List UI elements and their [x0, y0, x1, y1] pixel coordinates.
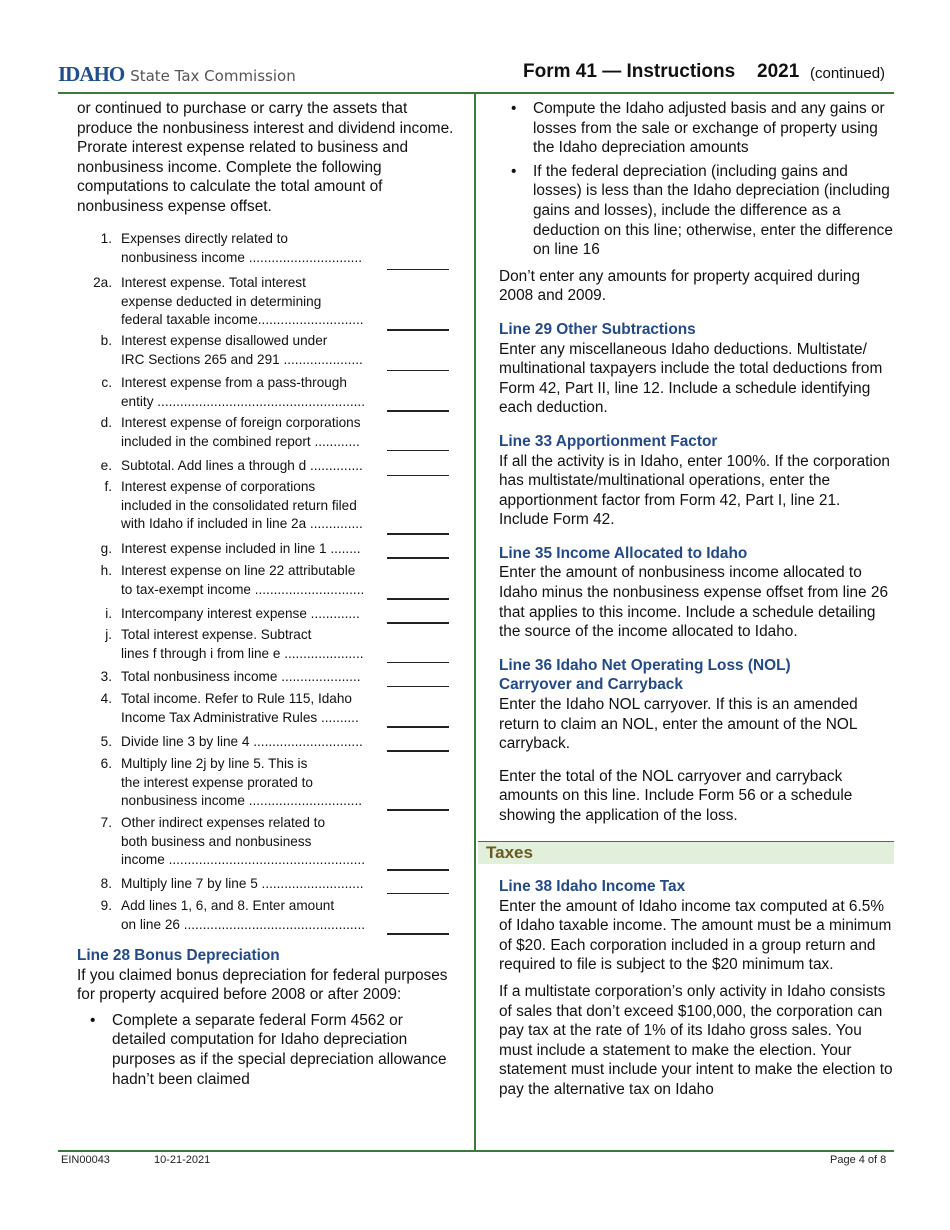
line36-text-1: Enter the Idaho NOL carryover. If this is an amended return to claim an NOL, enter the amount of the NOL carryback. — [499, 696, 858, 753]
worksheet-row-2c: c. Interest expense from a pass-through entity ....................................................... — [77, 374, 450, 414]
line38-text-2: If a multistate corporation’s only activity in Idaho consists of sales that don’t exceed $100,000, the corporation can pay tax at the rate of 1% of its Idaho gross sales. You must include a statement to make the election. Your statement must include your intent to make the election to pay the alternative tax on Idaho — [499, 982, 893, 1098]
line35-heading: Line 35 Income Allocated to Idaho — [499, 544, 748, 562]
line28-heading: Line 28 Bonus Depreciation — [77, 947, 280, 964]
worksheet-row-5: 5. Divide line 3 by line 4 ............................. — [77, 733, 450, 755]
worksheet-row-2d: d. Interest expense of foreign corporations included in the combined report ............ — [77, 414, 450, 454]
line35-text: Enter the amount of nonbusiness income allocated to Idaho minus the nonbusiness expense offset from line 26 that applies to this income. Include a schedule detailing the source of the income allocated to Idaho. — [499, 564, 889, 641]
amount-field[interactable] — [387, 622, 449, 624]
logo-mark: IDAHO — [58, 62, 125, 86]
worksheet-row-7: 7. Other indirect expenses related to both business and nonbusiness income .................................................... — [77, 814, 450, 872]
nonbusiness-intro: or continued to purchase or carry the assets that produce the nonbusiness interest and dividend income. Prorate interest expense related to business and nonbusiness income. Complete the following computations to calculate the total amount of nonbusiness expense offset. — [77, 100, 454, 215]
line28-bullet: • Complete a separate federal Form 4562 or detailed computation for Idaho depreciation purposes as if the special depreciation allowance hadn’t been claimed — [90, 1011, 447, 1088]
form-year: 2021 — [757, 61, 800, 82]
dont-enter-text: Don’t enter any amounts for property acquired during 2008 and 2009. — [499, 267, 861, 305]
worksheet-row-2a: 2a. Interest expense. Total interest expense deducted in determining federal taxable income............................ — [77, 274, 450, 332]
worksheet-row-2j: j. Total interest expense. Subtract lines f through i from line e ..................... — [77, 626, 450, 666]
line38-text-1: Enter the amount of Idaho income tax computed at 6.5% of Idaho taxable income. The amount must be a minimum of $20. Each corporation included in a group return and required to file is subject to the $20 minimum tax. — [499, 897, 892, 974]
amount-field[interactable] — [387, 933, 449, 935]
amount-field[interactable] — [387, 475, 449, 476]
bullet-icon: • — [511, 162, 517, 180]
amount-field[interactable] — [387, 869, 449, 871]
worksheet-row-2f: f. Interest expense of corporations included in the consolidated return filed with Idaho if included in line 2a .............. — [77, 478, 450, 536]
line28-section — [77, 946, 457, 1089]
amount-field[interactable] — [387, 557, 449, 559]
idaho-logo — [58, 62, 296, 87]
worksheet-row-2i: i. Intercompany interest expense ............. — [77, 605, 450, 627]
line36-heading: Line 36 Idaho Net Operating Loss (NOL) Carryover and Carryback — [499, 656, 791, 694]
form-code: EIN00043 — [61, 1154, 110, 1166]
worksheet-row-4: 4. Total income. Refer to Rule 115, Idaho Income Tax Administrative Rules .......... — [77, 690, 450, 730]
amount-field[interactable] — [387, 809, 449, 811]
page-number: Page 4 of 8 — [830, 1154, 887, 1166]
column-divider — [474, 92, 476, 1152]
line36-text-2: Enter the total of the NOL carryover and carryback amounts on this line. Include Form 56 or a schedule showing the application of the loss. — [499, 767, 853, 824]
line38-heading: Line 38 Idaho Income Tax — [499, 878, 686, 895]
line29-text: Enter any miscellaneous Idaho deductions. Multistate/ multinational taxpayers include the total deductions from Form 42, Part II, line 12. Include a schedule identifying each deduction. — [499, 340, 883, 417]
worksheet-row-1: 1. Expenses directly related to nonbusiness income .............................. — [77, 230, 450, 270]
page-header — [0, 0, 950, 93]
logo-text: State Tax Commission — [130, 67, 296, 85]
bullet-icon: • — [90, 1011, 96, 1029]
amount-field[interactable] — [387, 329, 449, 331]
left-column — [77, 99, 457, 217]
line29-heading: Line 29 Other Subtractions — [499, 320, 696, 338]
amount-field[interactable] — [387, 893, 449, 894]
taxes-heading: Taxes — [486, 843, 533, 862]
worksheet-row-2h: h. Interest expense on line 22 attributable to tax-exempt income ............................. — [77, 562, 450, 602]
amount-field[interactable] — [387, 533, 449, 535]
amount-field[interactable] — [387, 370, 449, 371]
line33-text: If all the activity is in Idaho, enter 100%. If the corporation has multistate/multinational operations, enter the apportionment factor from Form 42, Part I, line 21. Include Form 42. — [499, 452, 890, 529]
right-column — [499, 99, 894, 826]
amount-field[interactable] — [387, 686, 449, 687]
worksheet-row-2e: e. Subtotal. Add lines a through d .............. — [77, 457, 450, 479]
amount-field[interactable] — [387, 450, 449, 451]
worksheet-row-2g: g. Interest expense included in line 1 ........ — [77, 540, 450, 562]
worksheet-row-8: 8. Multiply line 7 by line 5 ........................... — [77, 875, 450, 897]
amount-field[interactable] — [387, 269, 449, 270]
amount-field[interactable] — [387, 410, 449, 412]
worksheet-row-2b: b. Interest expense disallowed under IRC Sections 265 and 291 ..................... — [77, 332, 450, 372]
taxes-section-bar — [478, 842, 894, 864]
line33-heading: Line 33 Apportionment Factor — [499, 432, 718, 450]
line38-section — [499, 877, 894, 1100]
form-title: Form 41 — Instructions — [523, 61, 736, 82]
amount-field[interactable] — [387, 726, 449, 728]
continued-label: (continued) — [810, 65, 886, 82]
amount-field[interactable] — [387, 662, 449, 663]
amount-field[interactable] — [387, 750, 449, 752]
form-date: 10-21-2021 — [154, 1154, 211, 1166]
worksheet-row-6: 6. Multiply line 2j by line 5. This is the interest expense prorated to nonbusiness income .............................. — [77, 755, 450, 813]
amount-field[interactable] — [387, 598, 449, 600]
footer-divider — [58, 1150, 894, 1152]
bullet-federal-depreciation: • If the federal depreciation (including gains and losses) is less than the Idaho depreciation (including gains and losses), include the difference as a deduction on this line; otherwise, enter the difference on line 16 — [511, 162, 893, 259]
header-divider — [58, 92, 894, 94]
bullet-adjusted-basis: • Compute the Idaho adjusted basis and any gains or losses from the sale or exchange of property using the Idaho depreciation amounts — [511, 100, 885, 157]
bullet-icon: • — [511, 100, 517, 117]
worksheet-row-9: 9. Add lines 1, 6, and 8. Enter amount on line 26 ................................................ — [77, 897, 450, 937]
line28-text: If you claimed bonus depreciation for federal purposes for property acquired before 2008 or after 2009: — [77, 966, 448, 1004]
worksheet-row-3: 3. Total nonbusiness income ..................... — [77, 668, 450, 690]
